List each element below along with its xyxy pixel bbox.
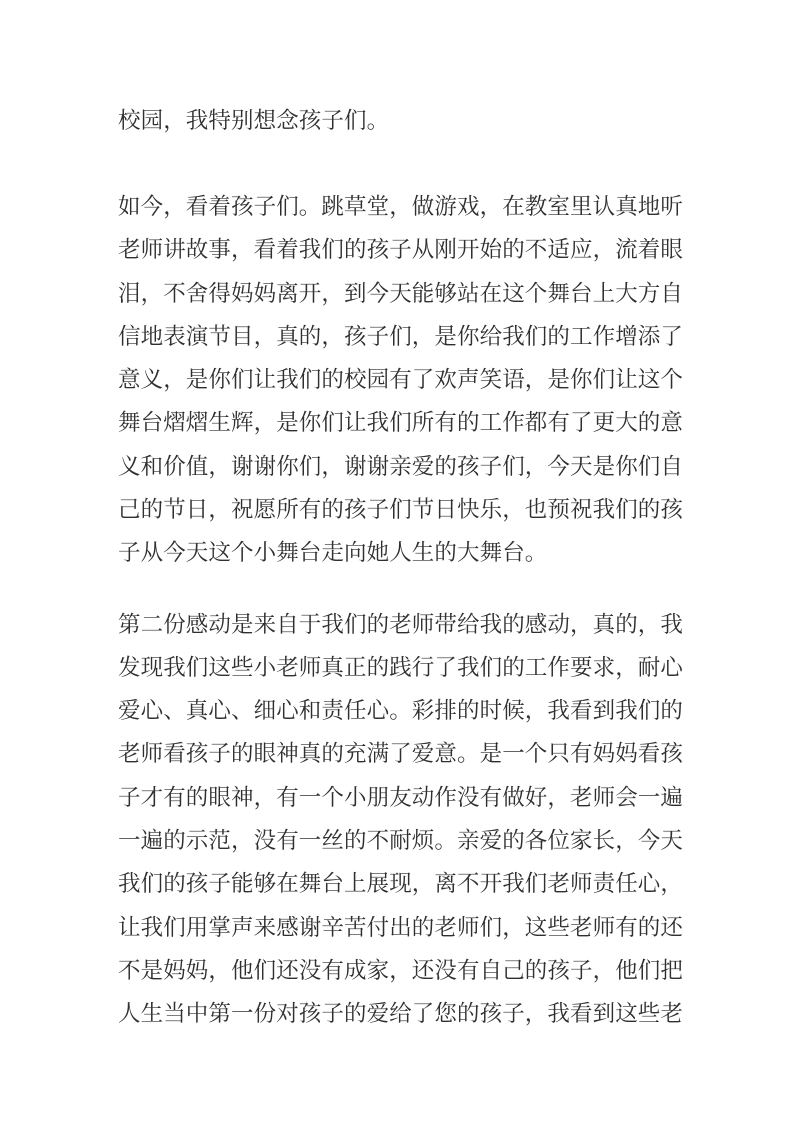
text-line: 义和价值，谢谢你们，谢谢亲爱的孩子们，今天是你们自 — [118, 453, 684, 479]
text-line: 己的节日，祝愿所有的孩子们节日快乐，也预祝我们的孩 — [118, 497, 684, 523]
text-line: 泪，不舍得妈妈离开，到今天能够站在这个舞台上大方自 — [118, 280, 684, 306]
paragraph-intro — [118, 99, 680, 142]
paragraph-teachers-touched — [118, 603, 684, 1036]
paragraph-children-gratitude — [118, 185, 684, 575]
text-line: 老师讲故事，看着我们的孩子从刚开始的不适应，流着眼 — [118, 237, 684, 263]
text-line: 校园，我特别想念孩子们。 — [118, 108, 390, 133]
text-line: 一遍的示范，没有一丝的不耐烦。亲爱的各位家长，今天 — [118, 828, 684, 854]
text-line: 爱心、真心、细心和责任心。彩排的时候，我看到我们的 — [118, 698, 684, 724]
text-line: 如今，看着孩子们。跳草堂，做游戏，在教室里认真地听 — [118, 193, 684, 219]
text-line: 人生当中第一份对孩子的爱给了您的孩子，我看到这些老 — [118, 1001, 684, 1027]
text-line: 第二份感动是来自于我们的老师带给我的感动，真的，我 — [118, 611, 684, 637]
text-line: 舞台熠熠生辉，是你们让我们所有的工作都有了更大的意 — [118, 410, 684, 436]
text-line: 让我们用掌声来感谢辛苦付出的老师们，这些老师有的还 — [118, 914, 684, 940]
text-line: 子才有的眼神，有一个小朋友动作没有做好，老师会一遍 — [118, 784, 684, 810]
text-line: 发现我们这些小老师真正的践行了我们的工作要求，耐心 — [118, 654, 684, 680]
text-line: 我们的孩子能够在舞台上展现，离不开我们老师责任心， — [118, 871, 684, 897]
text-line: 意义，是你们让我们的校园有了欢声笑语，是你们让这个 — [118, 367, 684, 393]
text-line: 子从今天这个小舞台走向她人生的大舞台。 — [118, 540, 548, 566]
text-line: 老师看孩子的眼神真的充满了爱意。是一个只有妈妈看孩 — [118, 741, 684, 767]
text-line: 信地表演节目，真的，孩子们，是你给我们的工作增添了 — [118, 323, 684, 349]
text-line: 不是妈妈，他们还没有成家，还没有自己的孩子，他们把 — [118, 957, 684, 983]
